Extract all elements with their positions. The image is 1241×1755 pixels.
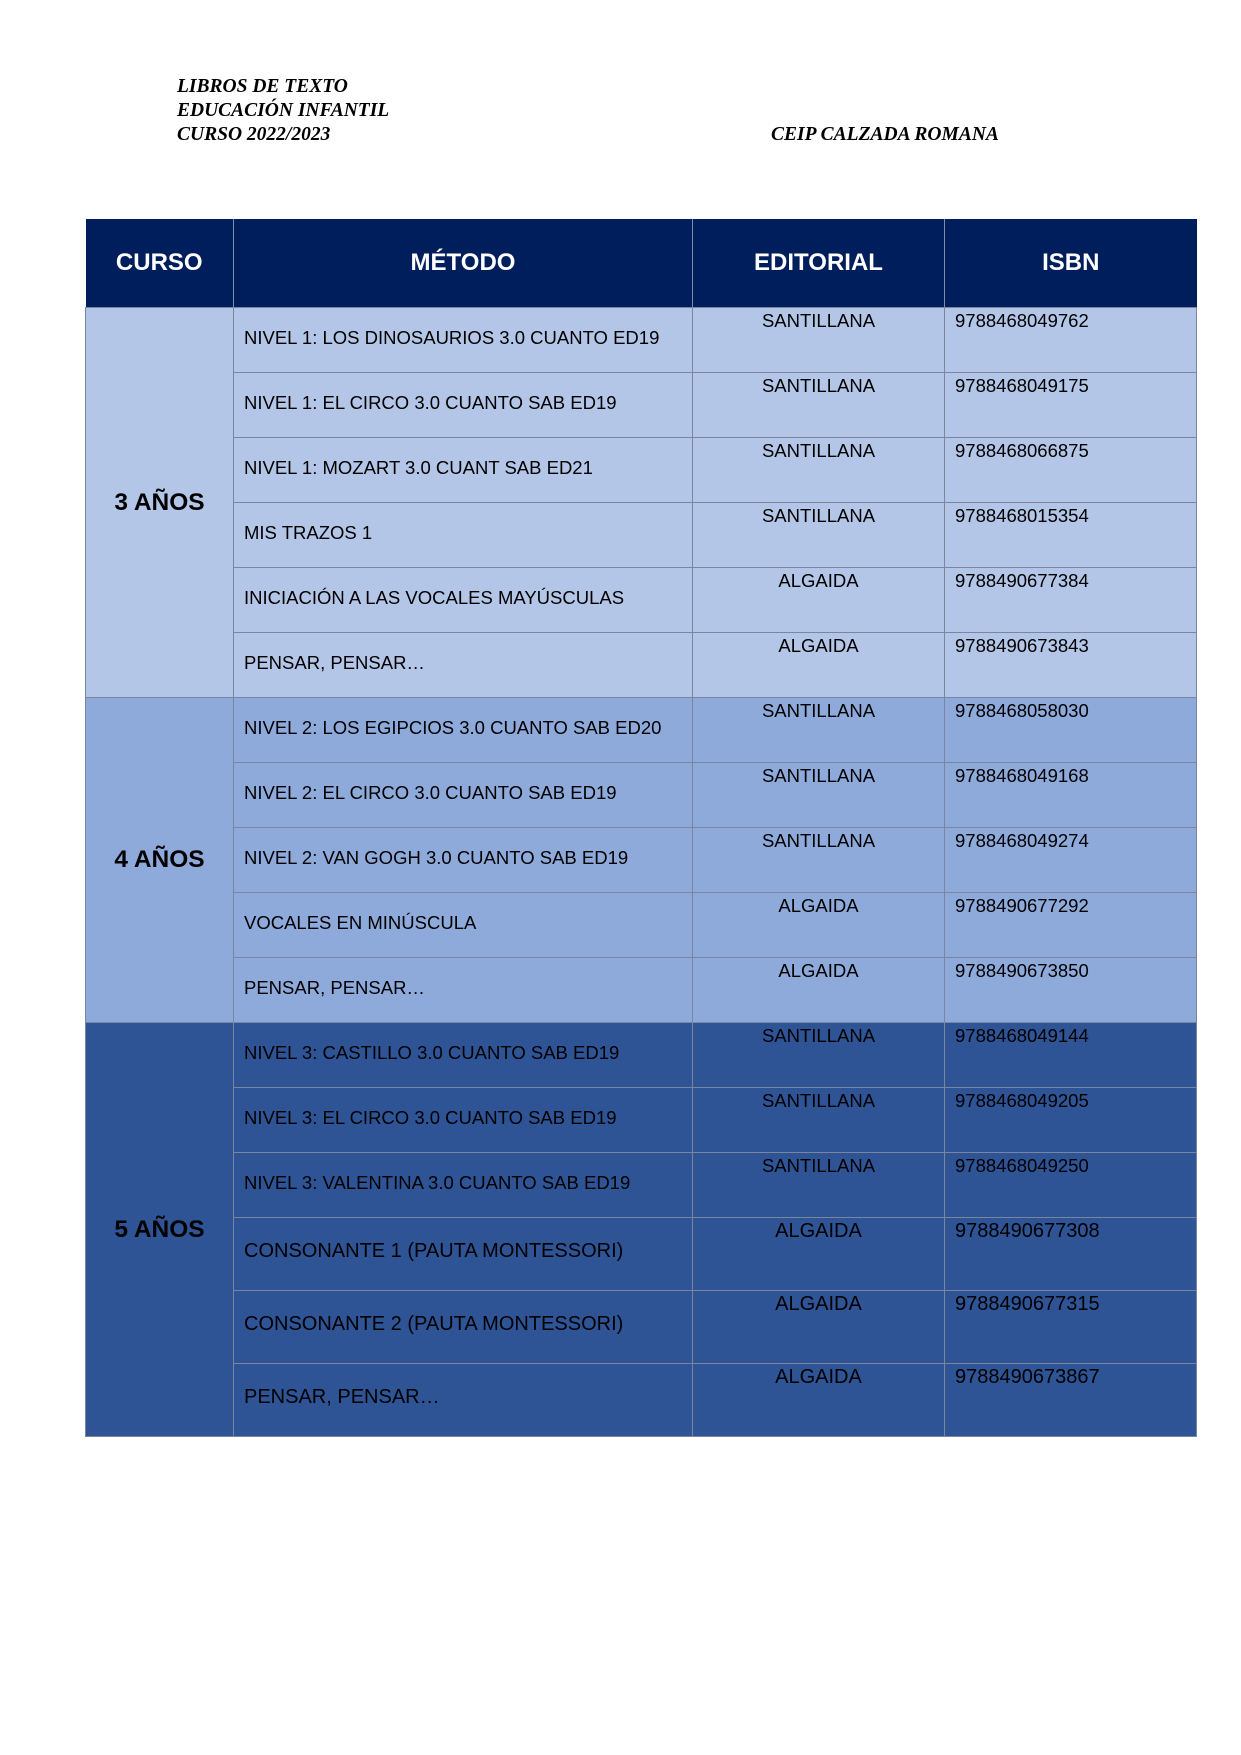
table-row: [86, 1088, 1197, 1153]
isbn-cell: 9788468058030: [945, 698, 1197, 763]
table-row: [86, 958, 1197, 1023]
metodo-cell: NIVEL 2: VAN GOGH 3.0 CUANTO SAB ED19: [234, 828, 693, 893]
metodo-cell: PENSAR, PENSAR…: [234, 1364, 693, 1437]
isbn-cell: 9788468049175: [945, 373, 1197, 438]
editorial-cell: ALGAIDA: [693, 1218, 945, 1291]
metodo-cell: NIVEL 1: LOS DINOSAURIOS 3.0 CUANTO ED19: [234, 308, 693, 373]
table-row: [86, 568, 1197, 633]
table-row: [86, 1153, 1197, 1218]
table-row: [86, 438, 1197, 503]
curso-cell: 3 AÑOS: [86, 308, 234, 698]
header-line-2: EDUCACIÓN INFANTIL: [177, 100, 390, 121]
table-row: [86, 308, 1197, 373]
editorial-cell: SANTILLANA: [693, 698, 945, 763]
isbn-cell: 9788468049205: [945, 1088, 1197, 1153]
curso-cell: 5 AÑOS: [86, 1023, 234, 1437]
table-row: [86, 763, 1197, 828]
metodo-cell: CONSONANTE 1 (PAUTA MONTESSORI): [234, 1218, 693, 1291]
table-row: [86, 698, 1197, 763]
editorial-cell: SANTILLANA: [693, 373, 945, 438]
isbn-cell: 9788468049144: [945, 1023, 1197, 1088]
header-editorial: EDITORIAL: [693, 219, 945, 308]
editorial-cell: SANTILLANA: [693, 1023, 945, 1088]
school-name: CEIP CALZADA ROMANA: [771, 124, 999, 145]
metodo-cell: NIVEL 3: CASTILLO 3.0 CUANTO SAB ED19: [234, 1023, 693, 1088]
isbn-cell: 9788490673867: [945, 1364, 1197, 1437]
isbn-cell: 9788468049250: [945, 1153, 1197, 1218]
isbn-cell: 9788490673850: [945, 958, 1197, 1023]
metodo-cell: NIVEL 2: LOS EGIPCIOS 3.0 CUANTO SAB ED20: [234, 698, 693, 763]
isbn-cell: 9788468049168: [945, 763, 1197, 828]
table-row: [86, 1218, 1197, 1291]
isbn-cell: 9788468049274: [945, 828, 1197, 893]
editorial-cell: ALGAIDA: [693, 1291, 945, 1364]
isbn-cell: 9788490677384: [945, 568, 1197, 633]
table-row: [86, 373, 1197, 438]
editorial-cell: ALGAIDA: [693, 958, 945, 1023]
editorial-cell: SANTILLANA: [693, 1153, 945, 1218]
editorial-cell: SANTILLANA: [693, 503, 945, 568]
editorial-cell: ALGAIDA: [693, 568, 945, 633]
table-row: [86, 1364, 1197, 1437]
textbook-table: [85, 219, 1197, 1437]
metodo-cell: INICIACIÓN A LAS VOCALES MAYÚSCULAS: [234, 568, 693, 633]
curso-cell: 4 AÑOS: [86, 698, 234, 1023]
header-curso: CURSO: [86, 219, 234, 308]
header-line-3: CURSO 2022/2023: [177, 124, 331, 145]
metodo-cell: PENSAR, PENSAR…: [234, 958, 693, 1023]
table-row: [86, 1023, 1197, 1088]
header-metodo: MÉTODO: [234, 219, 693, 308]
metodo-cell: VOCALES EN MINÚSCULA: [234, 893, 693, 958]
editorial-cell: ALGAIDA: [693, 633, 945, 698]
isbn-cell: 9788468066875: [945, 438, 1197, 503]
metodo-cell: CONSONANTE 2 (PAUTA MONTESSORI): [234, 1291, 693, 1364]
editorial-cell: SANTILLANA: [693, 828, 945, 893]
editorial-cell: SANTILLANA: [693, 308, 945, 373]
editorial-cell: SANTILLANA: [693, 438, 945, 503]
isbn-cell: 9788490677315: [945, 1291, 1197, 1364]
metodo-cell: NIVEL 1: MOZART 3.0 CUANT SAB ED21: [234, 438, 693, 503]
document-header: [177, 75, 389, 147]
metodo-cell: NIVEL 1: EL CIRCO 3.0 CUANTO SAB ED19: [234, 373, 693, 438]
isbn-cell: 9788468049762: [945, 308, 1197, 373]
editorial-cell: SANTILLANA: [693, 1088, 945, 1153]
metodo-cell: NIVEL 2: EL CIRCO 3.0 CUANTO SAB ED19: [234, 763, 693, 828]
metodo-cell: MIS TRAZOS 1: [234, 503, 693, 568]
table-row: [86, 1291, 1197, 1364]
editorial-cell: SANTILLANA: [693, 763, 945, 828]
header-line-1: LIBROS DE TEXTO: [177, 76, 348, 97]
metodo-cell: NIVEL 3: EL CIRCO 3.0 CUANTO SAB ED19: [234, 1088, 693, 1153]
editorial-cell: ALGAIDA: [693, 1364, 945, 1437]
metodo-cell: PENSAR, PENSAR…: [234, 633, 693, 698]
isbn-cell: 9788490677292: [945, 893, 1197, 958]
table-row: [86, 828, 1197, 893]
header-isbn: ISBN: [945, 219, 1197, 308]
isbn-cell: 9788490673843: [945, 633, 1197, 698]
isbn-cell: 9788468015354: [945, 503, 1197, 568]
isbn-cell: 9788490677308: [945, 1218, 1197, 1291]
table-row: [86, 893, 1197, 958]
table-row: [86, 633, 1197, 698]
metodo-cell: NIVEL 3: VALENTINA 3.0 CUANTO SAB ED19: [234, 1153, 693, 1218]
table-row: [86, 503, 1197, 568]
table-header-row: [86, 219, 1197, 308]
editorial-cell: ALGAIDA: [693, 893, 945, 958]
